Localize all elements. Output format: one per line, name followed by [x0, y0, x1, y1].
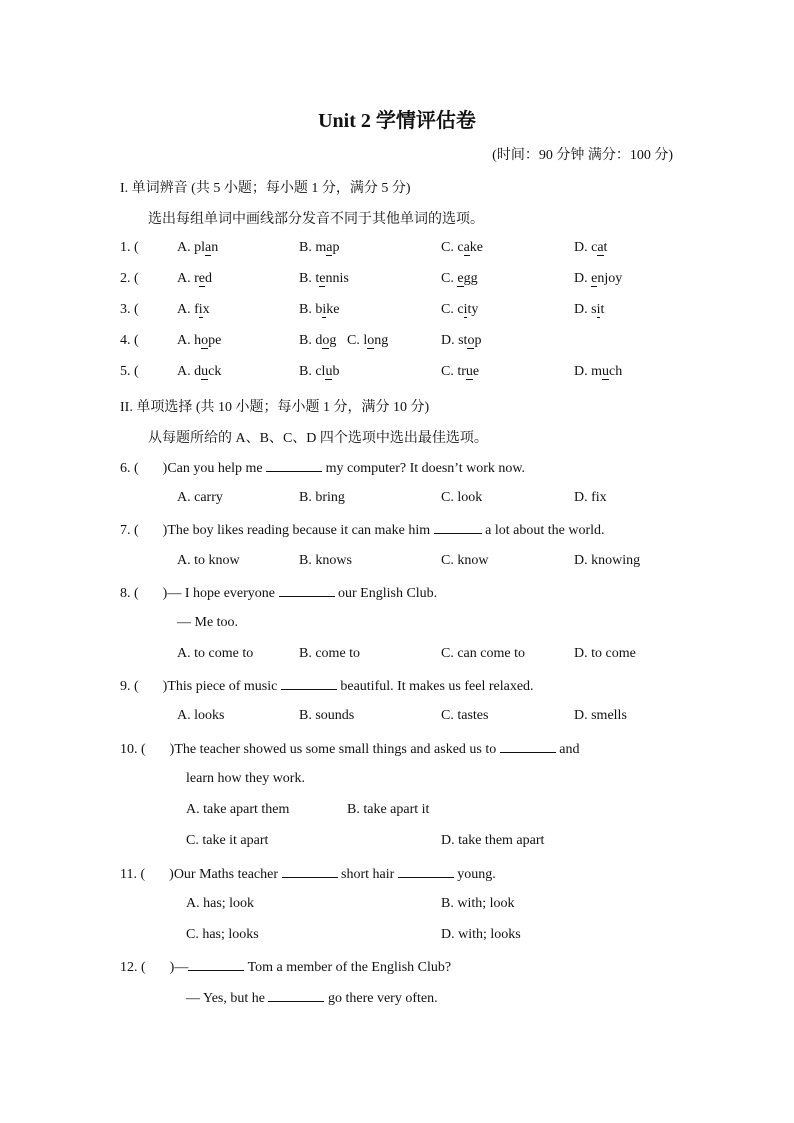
- question-stem: a lot about the world.: [481, 523, 605, 538]
- question-stem: )Can you help me: [162, 461, 267, 476]
- option-c[interactable]: C. look: [441, 490, 483, 505]
- answer-blank[interactable]: [279, 584, 335, 597]
- underlined-letter: i: [198, 302, 203, 317]
- option-b[interactable]: B. map: [299, 240, 340, 255]
- option-d[interactable]: D. to come: [574, 646, 636, 661]
- question-stem: beautiful. It makes us feel relaxed.: [336, 679, 534, 694]
- underlined-letter: o: [322, 333, 330, 348]
- question-12: [120, 958, 451, 976]
- underlined-letter: e: [319, 271, 326, 286]
- option-a[interactable]: A. looks: [177, 708, 225, 723]
- question-stem: )—: [169, 960, 189, 975]
- question-3-number: 3. (: [120, 302, 139, 317]
- underlined-letter: a: [205, 240, 212, 255]
- option-d[interactable]: D. smells: [574, 708, 627, 723]
- question-number: 6. (: [120, 461, 139, 476]
- option-b[interactable]: B. tennis: [299, 271, 349, 286]
- option-b[interactable]: B. club: [299, 364, 340, 379]
- question-stem: )This piece of music: [162, 679, 281, 694]
- option-a[interactable]: A. to know: [177, 553, 240, 568]
- section1-heading: I. 单词辨音 (共 5 小题；每小题 1 分，满分 5 分): [120, 181, 411, 196]
- option-a[interactable]: A. red: [177, 271, 212, 286]
- option-d[interactable]: D. stop: [441, 333, 482, 348]
- question-8: [120, 584, 437, 602]
- question-stem: our English Club.: [334, 586, 438, 601]
- underlined-letter: a: [597, 240, 604, 255]
- answer-blank[interactable]: [268, 989, 324, 1002]
- question-number: 8. (: [120, 586, 139, 601]
- question-5-number: 5. (: [120, 364, 139, 379]
- answer-blank[interactable]: [500, 740, 556, 753]
- underlined-letter: i: [322, 302, 327, 317]
- option-a[interactable]: A. take apart them: [186, 802, 290, 817]
- question-stem: Tom a member of the English Club?: [244, 960, 452, 975]
- dialogue-reply: — Me too.: [177, 615, 239, 630]
- question-7: [120, 521, 605, 539]
- page-title: Unit 2 学情评估卷: [318, 110, 476, 132]
- question-10: [120, 740, 579, 758]
- option-d[interactable]: D. take them apart: [441, 833, 545, 848]
- question-2-number: 2. (: [120, 271, 139, 286]
- underlined-letter: u: [325, 364, 333, 379]
- option-a[interactable]: A. carry: [177, 490, 223, 505]
- option-c[interactable]: C. long: [347, 333, 389, 348]
- answer-blank[interactable]: [398, 865, 454, 878]
- underlined-letter: a: [326, 240, 333, 255]
- option-b[interactable]: B. come to: [299, 646, 361, 661]
- exam-time-and-score: (时间：90 分钟 满分：100 分): [492, 148, 673, 163]
- option-d[interactable]: D. much: [574, 364, 623, 379]
- question-number: 11. (: [120, 867, 146, 882]
- question-9: [120, 677, 534, 695]
- question-number: 10. (: [120, 742, 146, 757]
- question-4-number: 4. (: [120, 333, 139, 348]
- option-a[interactable]: A. hope: [177, 333, 222, 348]
- option-c[interactable]: C. cake: [441, 240, 483, 255]
- option-d[interactable]: D. cat: [574, 240, 608, 255]
- section1-instruction: 选出每组单词中画线部分发音不同于其他单词的选项。: [148, 212, 484, 227]
- question-stem: )— I hope everyone: [162, 586, 279, 601]
- underlined-letter: e: [591, 271, 598, 286]
- option-c[interactable]: C. can come to: [441, 646, 525, 661]
- dialogue-reply: [186, 989, 438, 1007]
- option-c[interactable]: C. tastes: [441, 708, 489, 723]
- option-c[interactable]: C. know: [441, 553, 489, 568]
- question-stem: )The boy likes reading because it can make him: [162, 523, 434, 538]
- answer-blank[interactable]: [266, 459, 322, 472]
- option-c[interactable]: C. city: [441, 302, 479, 317]
- option-c[interactable]: C. egg: [441, 271, 478, 286]
- question-stem-continued: learn how they work.: [186, 771, 305, 786]
- answer-blank[interactable]: [434, 521, 482, 534]
- underlined-letter: o: [201, 333, 209, 348]
- option-b[interactable]: B. with; look: [441, 896, 515, 911]
- reply-text: — Yes, but he: [186, 991, 269, 1006]
- question-number: 7. (: [120, 523, 139, 538]
- question-stem: short hair: [337, 867, 398, 882]
- underlined-letter: o: [367, 333, 375, 348]
- option-d[interactable]: D. fix: [574, 490, 607, 505]
- underlined-letter: o: [467, 333, 475, 348]
- question-1-number: 1. (: [120, 240, 139, 255]
- option-a[interactable]: A. plan: [177, 240, 219, 255]
- underlined-letter: i: [463, 302, 468, 317]
- option-b[interactable]: B. bike: [299, 302, 340, 317]
- question-stem: my computer? It doesn’t work now.: [322, 461, 526, 476]
- underlined-letter: a: [463, 240, 470, 255]
- option-d[interactable]: D. knowing: [574, 553, 641, 568]
- option-b[interactable]: B. take apart it: [347, 802, 430, 817]
- option-d[interactable]: D. sit: [574, 302, 605, 317]
- question-11: [120, 865, 496, 883]
- section2-heading: II. 单项选择 (共 10 小题；每小题 1 分，满分 10 分): [120, 400, 430, 415]
- option-b[interactable]: B. dog: [299, 333, 337, 348]
- underlined-letter: e: [198, 271, 205, 286]
- option-c[interactable]: C. has; looks: [186, 927, 259, 942]
- option-c[interactable]: C. take it apart: [186, 833, 269, 848]
- underlined-letter: e: [457, 271, 464, 286]
- underlined-letter: u: [602, 364, 609, 379]
- underlined-letter: i: [596, 302, 601, 317]
- option-a[interactable]: A. to come to: [177, 646, 254, 661]
- reply-text: go there very often.: [324, 991, 438, 1006]
- option-c[interactable]: C. true: [441, 364, 480, 379]
- option-b[interactable]: B. knows: [299, 553, 352, 568]
- question-number: 9. (: [120, 679, 139, 694]
- answer-blank[interactable]: [188, 958, 244, 971]
- option-a[interactable]: A. fix: [177, 302, 210, 317]
- option-a[interactable]: A. has; look: [186, 896, 255, 911]
- option-d[interactable]: D. with; looks: [441, 927, 521, 942]
- answer-blank[interactable]: [282, 865, 338, 878]
- section2-instruction: 从每题所给的 A、B、C、D 四个选项中选出最佳选项。: [148, 431, 488, 446]
- question-stem: young.: [453, 867, 496, 882]
- option-b[interactable]: B. bring: [299, 490, 345, 505]
- question-stem: and: [555, 742, 580, 757]
- underlined-letter: u: [201, 364, 209, 379]
- answer-blank[interactable]: [281, 677, 337, 690]
- question-6: [120, 459, 525, 477]
- option-a[interactable]: A. duck: [177, 364, 222, 379]
- underlined-letter: u: [465, 364, 473, 379]
- option-d[interactable]: D. enjoy: [574, 271, 623, 286]
- question-stem: )Our Maths teacher: [169, 867, 282, 882]
- question-number: 12. (: [120, 960, 146, 975]
- option-b[interactable]: B. sounds: [299, 708, 355, 723]
- question-stem: )The teacher showed us some small things and asked us to: [169, 742, 500, 757]
